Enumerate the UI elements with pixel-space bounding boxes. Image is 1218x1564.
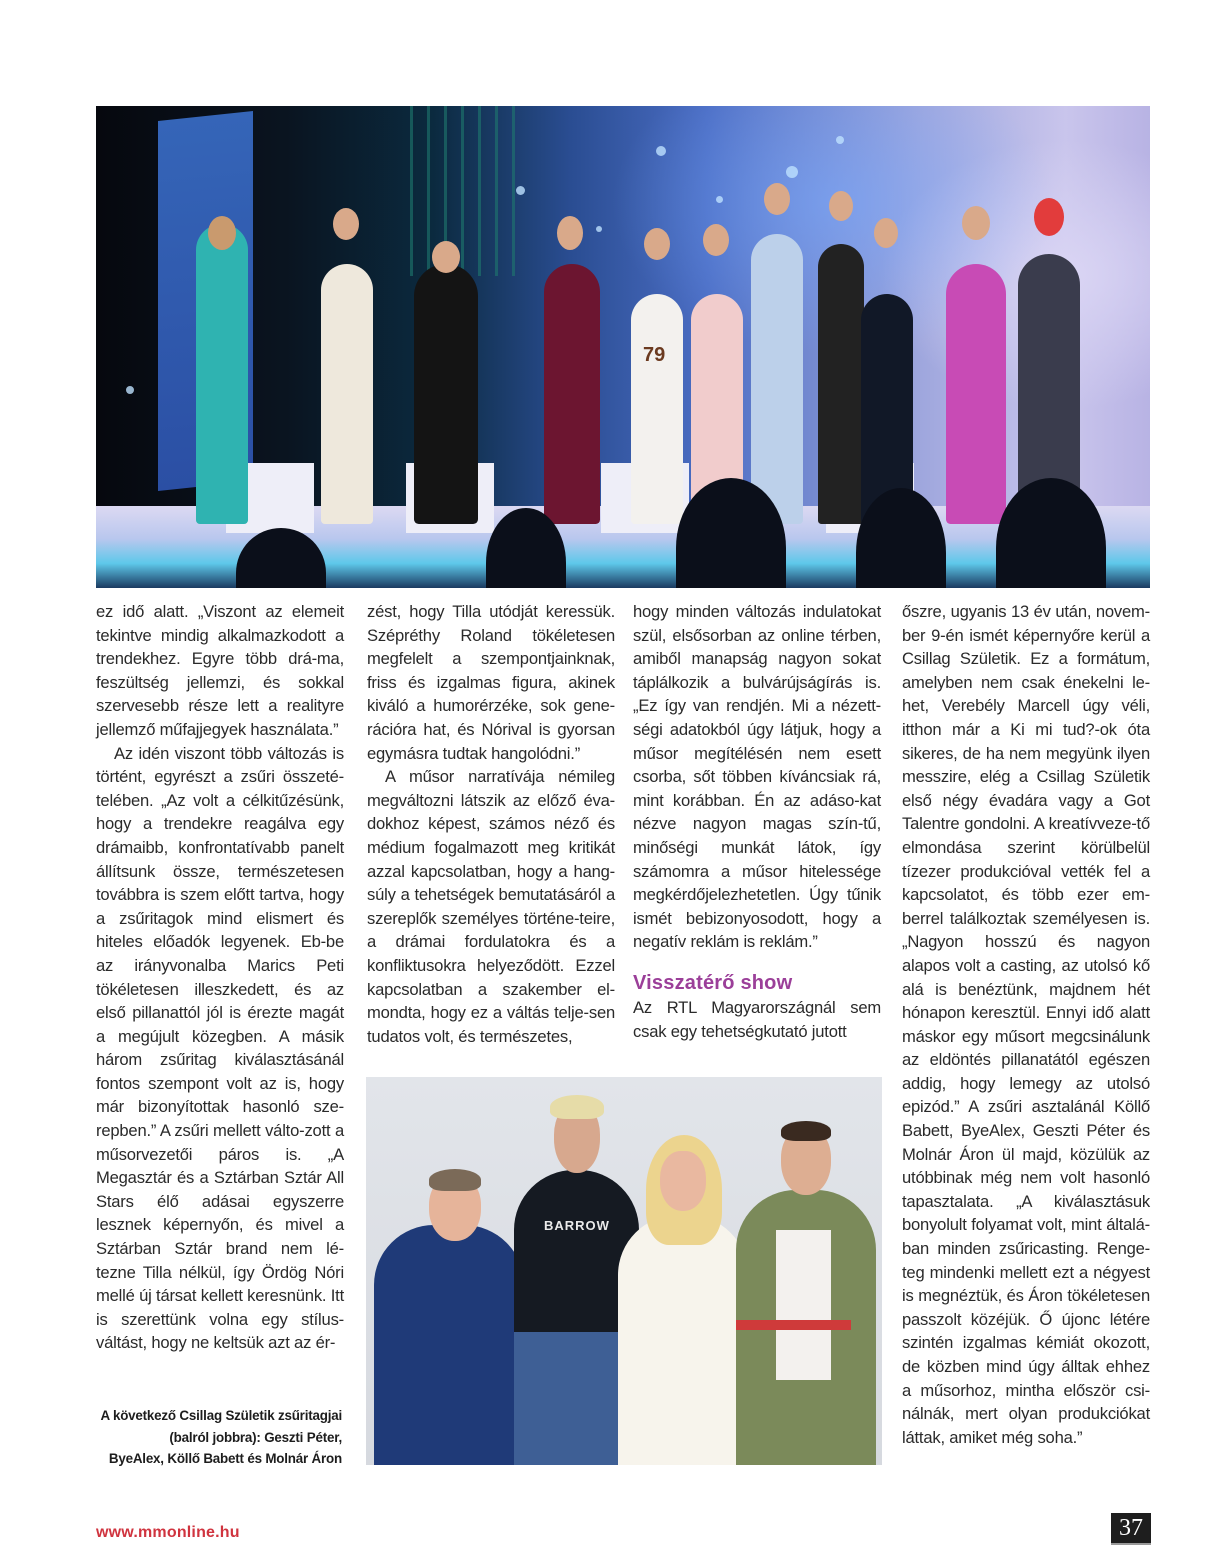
paragraph: hogy minden változás indulatokat szül, elsősorban az online térben, amiből manapság nagyon sokat táplálkozik a bulvárújságírás is. „Ez így van rendjén. Mi a nézett-ségi adatokból úgy látjuk, hogy a műsor megítélésén nem esett csorba, sőt többen kíváncsiak rá, mint korábban. Én az adáso-kat nézve nagyon magas szín-tű, minőségi munkát látok, így számomra a műsor hitelessége megkérdőjelezhetetlen. Úgy tűnik ismét bebizonyosodott, hogy a negatív reklám is reklám.” [633,602,881,952]
article-column-4 [902,600,1150,1449]
paragraph: őszre, ugyanis 13 év után, novem-ber 9-én ismét képernyőre kerül a Csillag Születik. Ez a formátum, amelyben nem csak énekelni le-het, Verebély Marcell úgy véli, itthon már a Ki mi tud?-ok óta sikeres, de ha nem megyünk ilyen messzire, elég a Csillag Születik első négy évadára vagy a Got Talentre gondolni. A kreatívveze-tő elmondása szerint körülbelül tízezer produkcióval vették fel a kapcsolatot, és több ezer em-berrel találkoztak személyesen is. „Nagyon hosszú és nagyon alapos volt a casting, az utolsó kő alá is benéztünk, majdnem hét hónapon keresztül. Ennyi idő alatt máskor egy műsort megcsinálunk az eldöntés pillanatától egészen addig, hogy lemegy az utolsó epizód.” A zsűri asztalánál Köllő Babett, ByeAlex, Geszti Péter és Molnár Áron ül majd, közülük az utóbbinak még nem volt hasonló tapasztalata. „A kiválasztásuk bonyolult folyamat volt, mint általá-ban minden zsűricasting. Renge-teg mindenki mellett ezt a négyest is megnéztük, és Áron tökéletesen passzolt közéjük. Ő újonc létére szintén izgalmas kémiát okozott, de közben mind úgy álltak ehhez a műsorhoz, mintha először csi-nálnák, mert olyan produkciókat láttak, amiket még soha.” [902,602,1150,1447]
contestant-head [764,183,790,215]
contestant-head [703,224,729,256]
contestant-head [333,208,359,240]
website-url[interactable]: www.mmonline.hu [96,1524,240,1541]
contestant [321,264,373,524]
paragraph: zést, hogy Tilla utódját keressük. Szépréthy Roland tökéletesen megfelelt a szempontjainknak, friss és izgalmas figura, akinek kiváló a humorérzéke, sok gene-rációra hat, és Nórival is gyorsan egymásra tudtak hangolódni.” [367,602,615,763]
contestant-head [432,241,460,273]
jury-member-hair [429,1169,481,1191]
caption-line: (balról jobbra): Geszti Péter, [169,1429,342,1445]
jury-photo [366,1077,882,1465]
contestant [751,234,803,524]
article-column-3 [633,600,881,1043]
contestant-head [874,218,898,248]
contestant [414,264,478,524]
photo-caption [96,1405,342,1470]
section-subheading: Visszatérő show [633,971,793,994]
jury-member-hair [550,1095,604,1119]
caption-line: A következő Csillag Születik zsűritagjai [100,1408,342,1423]
jury-member-body [736,1190,876,1465]
jury-member [618,1135,748,1465]
contestant [544,264,600,524]
contestant [631,294,683,524]
stage-truss [396,106,526,276]
sparkle [836,136,844,144]
contestant-head [557,216,583,250]
jury-member-face [660,1151,706,1211]
paragraph: Az idén viszont több változás is történt, egyrészt a zsűri összeté-telében. „Az volt a célkitűzésünk, hogy a trendekre reagálva egy drámaibb, konfrontatívabb panelt állítsunk össze, természetesen továbbra is szem előtt tartva, hogy a zsűritagok mind elismert és hiteles előadók legyenek. Eb-be az irányvonalba Marics Peti tökéletesen illeszkedett, és az első pillanattól jól is érezte magát a megújult közegben. A másik három zsűritag kiválasztásánál fontos szempont volt az is, hogy már bizonyítottak hasonló sze-repben.” A zsűri mellett válto-zott a műsorvezetői páros is. „A Megasztár és a Sztárban Sztár All Stars élő adásai egyszerre lesznek képernyőn, és mivel a Sztárban Sztár brand nem lé-tezne Tilla nélkül, így Ördög Nóri mellé új társat kellett keresnünk. Itt is szerettünk volna egy stílus-váltást, hogy ne keltsük azt az ér- [96,743,344,1353]
contestant [818,244,864,524]
paragraph: A műsor narratívája némileg megváltozni látszik az előző éva-dokhoz képest, számos néző és médium fogalmazott meg kritikát azzal kapcsolatban, hogy a hang-súly a tehetségek bemutatásáról a szereplők személyes történe-teire, a drámai fordulatokra és a konfliktusokra helyeződött. Ezzel kapcsolatban a szakember el-mondta, hogy ez a váltás telje-sen tudatos volt, és természetes, [367,767,615,1046]
contestants-stage-photo [96,106,1150,588]
jury-member [736,1115,876,1465]
jury-member-body [618,1215,748,1465]
article-column-1 [96,600,344,1355]
sparkle [716,196,723,203]
sparkle [516,186,525,195]
contestant [196,224,248,524]
contestant-head [829,191,853,221]
tshirt [776,1230,831,1380]
caption-line: ByeAlex, Köllő Babett és Molnár Áron [108,1451,342,1466]
contestant-head [644,228,670,260]
jury-member [374,1165,524,1465]
sparkle [786,166,798,178]
sparkle [596,226,602,232]
contestant-head [962,206,990,240]
page-number: 37 [1111,1513,1151,1545]
jersey-number: 79 [643,344,666,366]
article-column-2 [367,600,615,1048]
paragraph: Az RTL Magyarországnál sem csak egy tehetségkutató jutott [633,997,881,1041]
jury-member-body [374,1225,524,1465]
contestant [946,264,1006,524]
sparkle [126,386,134,394]
jury-member-hair [781,1121,831,1141]
sparkle [656,146,666,156]
shirt-print: BARROW [544,1218,610,1233]
contestant-head [1034,198,1064,236]
red-stripe [736,1320,851,1330]
audience-silhouette [996,478,1106,588]
paragraph: ez idő alatt. „Viszont az elemeit tekintve mindig alkalmazkodott a trendekhez. Egyre több drá-ma, feszültség jellemzi, és sokkal szervesebb része lett a realityre jellemző műfajjegyek használata.” [96,602,344,739]
contestant-head [208,216,236,250]
